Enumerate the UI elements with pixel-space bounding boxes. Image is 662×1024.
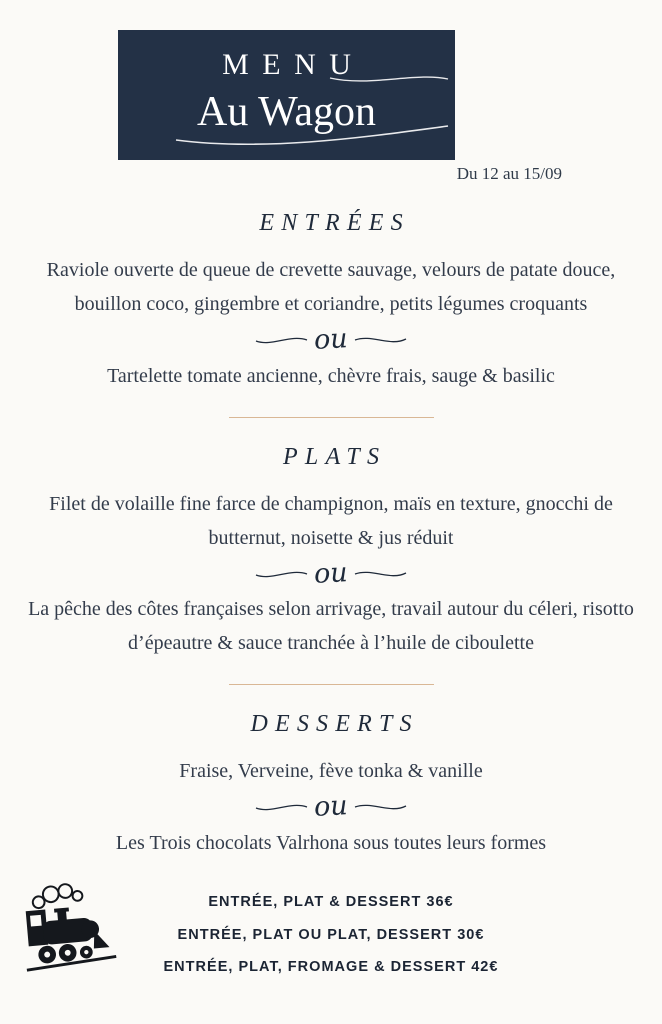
menu-title: MENU <box>222 48 365 81</box>
or-separator <box>28 556 634 590</box>
dish-item: La pêche des côtes françaises selon arrivage, travail autour du céleri, risotto d’épeautre & sauce tranchée à l’huile de ciboulette <box>28 598 634 655</box>
swash-right-icon <box>353 331 408 349</box>
section-title-desserts: DESSERTS <box>250 711 419 738</box>
formula-line: ENTRÉE, PLAT, FROMAGE & DESSERT 42€ <box>163 959 499 976</box>
swash-left-icon <box>254 565 309 583</box>
prix-fixe-formulas <box>0 893 662 991</box>
section-divider <box>229 417 434 418</box>
dish-item: Tartelette tomate ancienne, chèvre frais, sauge & basilic <box>107 364 555 387</box>
or-label: ou <box>313 323 349 356</box>
formula-line: ENTRÉE, PLAT & DESSERT 36€ <box>208 894 454 910</box>
date-range: Du 12 au 15/09 <box>456 164 562 183</box>
formula-line: ENTRÉE, PLAT OU PLAT, DESSERT 30€ <box>177 926 485 943</box>
or-separator <box>28 325 634 355</box>
or-label: ou <box>313 556 349 590</box>
section-title-entrees: ENTRÉES <box>259 210 410 236</box>
swash-right-icon <box>353 565 408 583</box>
brand-box <box>118 30 455 160</box>
section-divider <box>229 684 434 685</box>
dish-item: Fraise, Verveine, fève tonka & vanille <box>179 760 483 783</box>
or-separator <box>28 792 634 822</box>
brand-name: Au Wagon <box>197 89 376 135</box>
or-label: ou <box>313 790 349 824</box>
dish-item: Les Trois chocolats Valrhona sous toutes leurs formes <box>115 832 547 855</box>
section-title-plats: PLATS <box>283 443 387 470</box>
swash-left-icon <box>254 798 309 816</box>
dish-item: Raviole ouverte de queue de crevette sauvage, velours de patate douce, bouillon coco, gingembre et coriandre, petits légumes croquants <box>46 259 616 315</box>
swash-right-icon <box>353 798 408 816</box>
menu-body <box>28 204 634 860</box>
swash-left-icon <box>254 331 309 349</box>
dish-item: Filet de volaille fine farce de champignon, maïs en texture, gnocchi de butternut, noisette & jus réduit <box>49 492 613 549</box>
